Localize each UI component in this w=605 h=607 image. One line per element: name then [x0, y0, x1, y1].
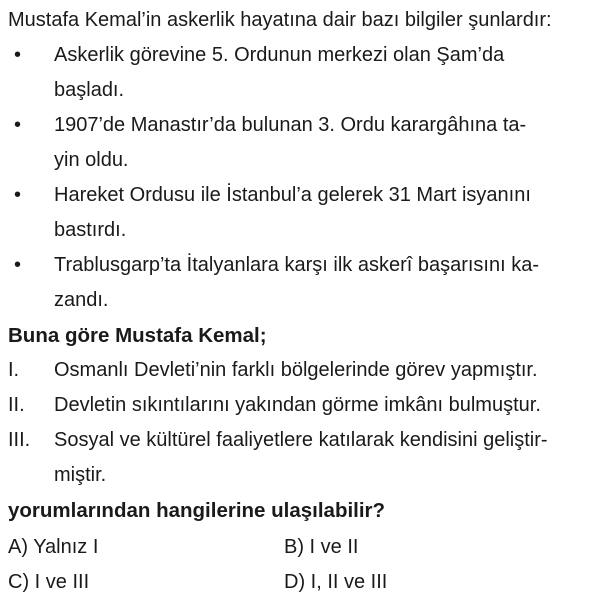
statement-item: [8, 353, 598, 388]
option-b[interactable]: B) I ve II: [284, 536, 359, 558]
question-lead: Buna göre Mustafa Kemal;: [8, 324, 267, 347]
bullet-text-line: yin oldu.: [54, 149, 129, 171]
option-a[interactable]: A) Yalnız I: [8, 536, 99, 558]
statement-numeral: II.: [8, 394, 25, 416]
question-card: [8, 0, 598, 600]
statement-item: [8, 423, 598, 493]
bullet-item: [8, 38, 598, 108]
bullet-text-line: Askerlik görevine 5. Ordunun merkezi olan Şam’da: [54, 44, 505, 66]
bullet-icon: •: [14, 254, 22, 276]
bullet-text-line: başladı.: [54, 79, 125, 101]
bullet-text-line: 1907’de Manastır’da bulunan 3. Ordu karargâhına ta-: [54, 114, 527, 136]
bullet-list: [8, 38, 598, 318]
bullet-item: [8, 178, 598, 248]
bullet-icon: •: [14, 184, 22, 206]
bullet-icon: •: [14, 44, 22, 66]
bullet-item: [8, 108, 598, 178]
bullet-text-line: zandı.: [54, 289, 109, 311]
bullet-text-line: Hareket Ordusu ile İstanbul’a gelerek 31 Mart isyanını: [54, 184, 531, 206]
answer-options: [8, 530, 598, 600]
statement-text-line: Sosyal ve kültürel faaliyetlere katılarak kendisini geliştir-: [54, 429, 548, 451]
statement-text-line: Devletin sıkıntılarını yakından görme imkânı bulmuştur.: [54, 394, 541, 416]
bullet-icon: •: [14, 114, 22, 136]
bullet-text-line: bastırdı.: [54, 219, 127, 241]
statement-text-line: miştir.: [54, 464, 107, 486]
question-tail: yorumlarından hangilerine ulaşılabilir?: [8, 499, 386, 522]
statement-list: [8, 353, 598, 493]
option-d[interactable]: D) I, II ve III: [284, 571, 388, 593]
statement-text-line: Osmanlı Devleti’nin farklı bölgelerinde görev yapmıştır.: [54, 359, 538, 381]
statement-item: [8, 388, 598, 423]
option-c[interactable]: C) I ve III: [8, 571, 90, 593]
statement-numeral: I.: [8, 359, 20, 381]
intro-text: Mustafa Kemal’in askerlik hayatına dair bazı bilgiler şunlardır:: [8, 9, 552, 31]
statement-numeral: III.: [8, 429, 31, 451]
bullet-text-line: Trablusgarp’ta İtalyanlara karşı ilk askerî başarısını ka-: [54, 254, 540, 276]
bullet-item: [8, 248, 598, 318]
